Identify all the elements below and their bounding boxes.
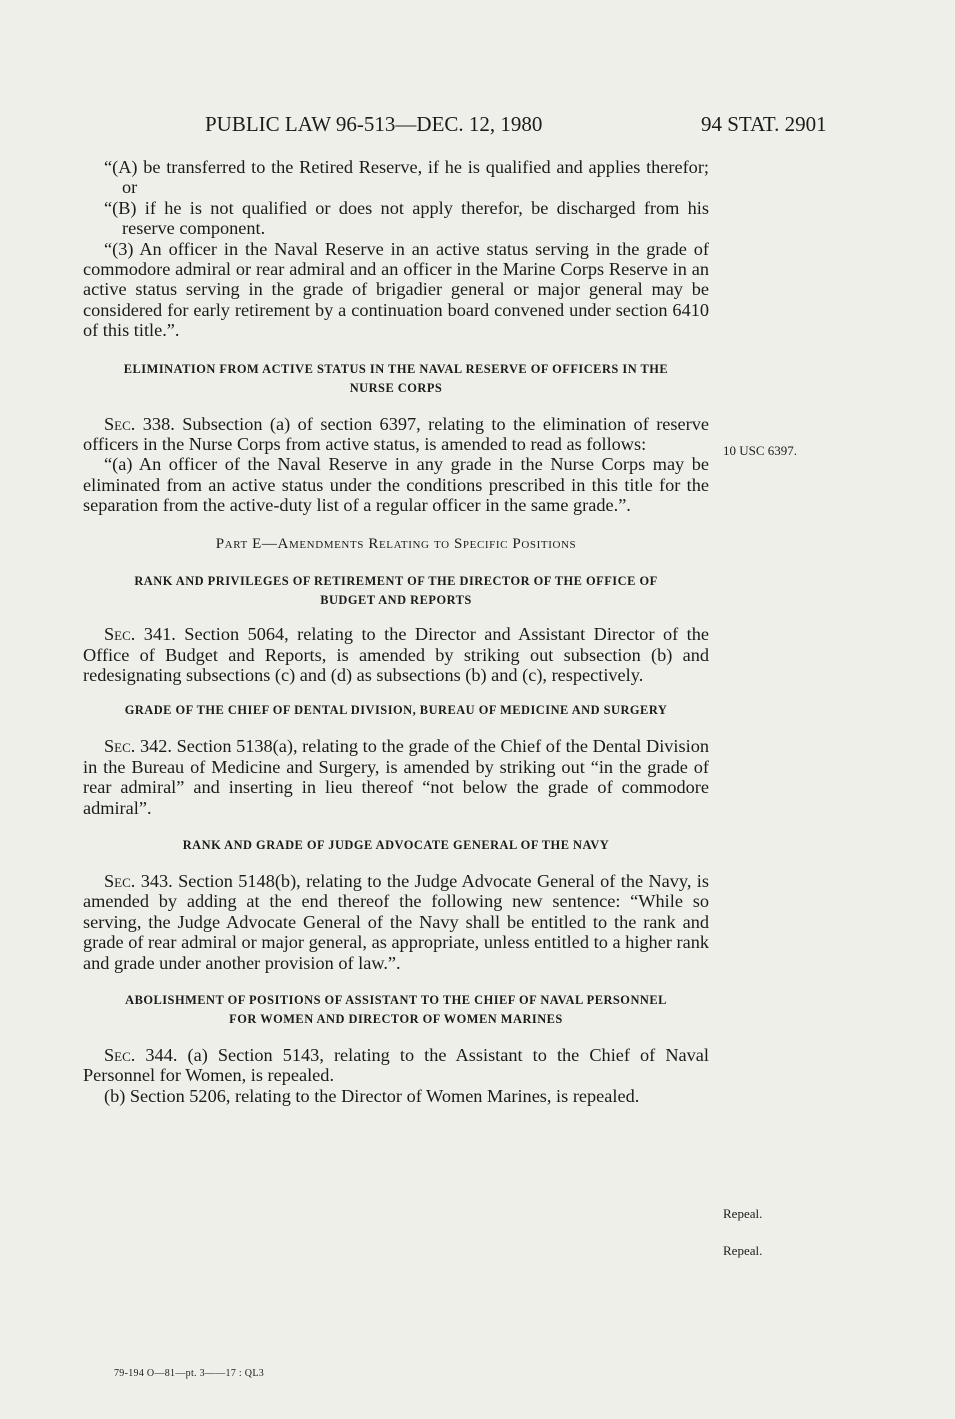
margin-note-repeal-b: Repeal. <box>723 1243 763 1258</box>
section-label: Sec. 342. <box>104 736 172 757</box>
section-341-text <box>83 624 709 685</box>
running-header-title: PUBLIC LAW 96-513—DEC. 12, 1980 <box>205 112 543 136</box>
clause-b: “(B) if he is not qualified or does not apply therefor, be discharged from his reserve component. <box>104 197 709 239</box>
section-341-body: Section 5064, relating to the Director and Assistant Director of the Office of Budget and Reports, is amended by striking out subsection (b) and redesignating subsections (c) and (d) as subsections (b) and (c), respectively. <box>83 624 710 685</box>
section-label: Sec. 343. <box>104 870 173 891</box>
section-344a-body: (a) Section 5143, relating to the Assistant to the Chief of Naval Personnel for Women, is repealed. <box>83 1044 709 1086</box>
section-label: Sec. 344. <box>104 1044 178 1065</box>
section-342-text <box>83 736 709 818</box>
margin-note-repeal-a: Repeal. <box>723 1206 763 1221</box>
section-344b-text: (b) Section 5206, relating to the Director of Women Marines, is repealed. <box>104 1085 640 1106</box>
statute-page-number: 94 STAT. 2901 <box>701 112 827 136</box>
section-343-body: Section 5148(b), relating to the Judge Advocate General of the Navy, is amended by adding at the end thereof the following new sentence: “While so serving, the Judge Advocate General of the Navy shall be entitled to the rank and grade of rear admiral or major general, as appropriate, unless entitled to a higher rank and grade under another provision of law.”. <box>83 870 709 973</box>
section-343-text <box>83 871 709 973</box>
section-344-heading: ABOLISHMENT OF POSITIONS OF ASSISTANT TO THE CHIEF OF NAVAL PERSONNEL FOR WOMEN AND DIRECTOR OF WOMEN MARINES <box>125 992 667 1026</box>
section-343-heading: RANK AND GRADE OF JUDGE ADVOCATE GENERAL OF THE NAVY <box>182 837 610 852</box>
margin-note-10-usc-6397: 10 USC 6397. <box>723 443 798 458</box>
section-338-heading: ELIMINATION FROM ACTIVE STATUS IN THE NAVAL RESERVE OF OFFICERS IN THE NURSE CORPS <box>123 361 669 395</box>
print-job-code: 79-194 O—81—pt. 3——17 : QL3 <box>114 1368 265 1379</box>
section-344-text <box>83 1045 709 1086</box>
paragraph-3: “(3) An officer in the Naval Reserve in an active status serving in the grade of commodore admiral or rear admiral and an officer in the Marine Corps Reserve in an active status serving in the grade of brigadier general or major general may be considered for early retirement by a continuation board convened under section 6410 of this title.”. <box>83 238 709 341</box>
clause-a: “(A) be transferred to the Retired Reserve, if he is qualified and applies therefor; or <box>104 157 709 198</box>
section-338-text <box>83 414 709 455</box>
section-342-heading: GRADE OF THE CHIEF OF DENTAL DIVISION, BUREAU OF MEDICINE AND SURGERY <box>124 703 668 718</box>
section-342-body: Section 5138(a), relating to the grade of the Chief of the Dental Division in the Bureau of Medicine and Surgery, is amended by striking out “in the grade of rear admiral” and inserting in lieu thereof “not below the grade of commodore admiral”. <box>83 736 709 818</box>
section-label: Sec. 338. <box>104 413 175 434</box>
section-338-quote: “(a) An officer of the Naval Reserve in any grade in the Nurse Corps may be eliminated from an active status under the conditions prescribed in this title for the separation from the active-duty list of a regular officer in the same grade.”. <box>83 454 709 516</box>
part-e-heading: Part E—Amendments Relating to Specific Positions <box>215 535 577 552</box>
section-label: Sec. 341. <box>104 624 176 645</box>
section-341-heading: RANK AND PRIVILEGES OF RETIREMENT OF THE DIRECTOR OF THE OFFICE OF BUDGET AND REPORTS <box>134 574 658 608</box>
document-body <box>83 157 709 1106</box>
section-338-body: Subsection (a) of section 6397, relating to the elimination of reserve officers in the Nurse Corps from active status, is amended to read as follows: <box>83 413 709 455</box>
